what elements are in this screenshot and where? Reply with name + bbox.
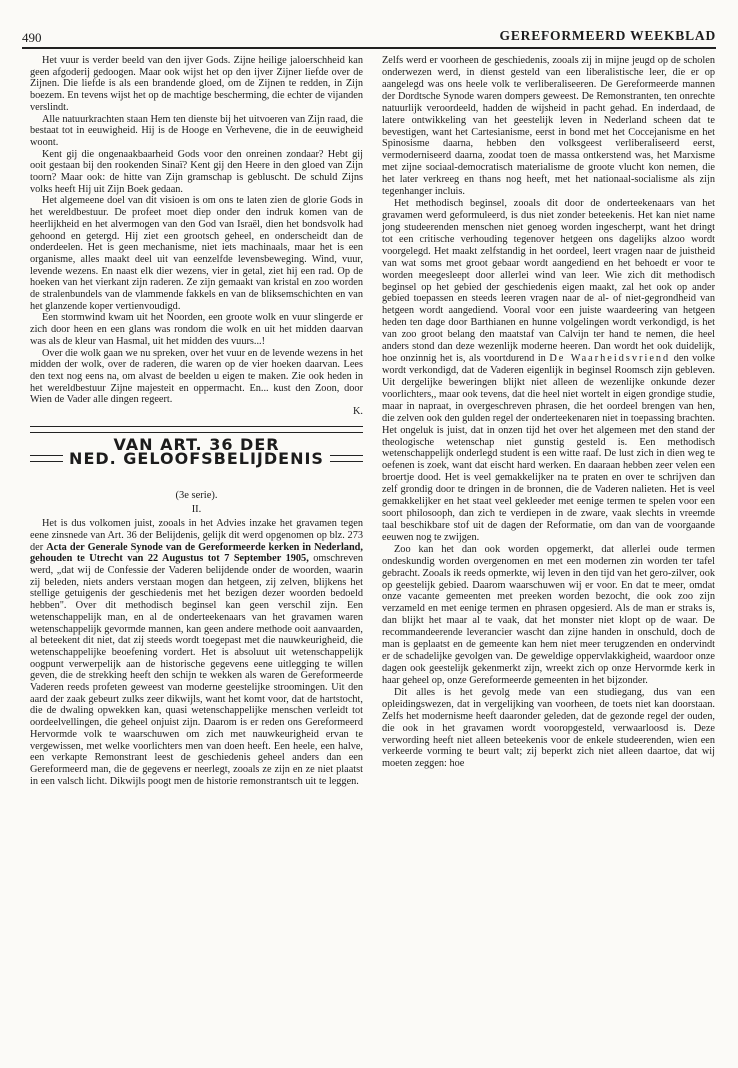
- right-column: [382, 55, 715, 770]
- text-run: omschreven werd, „dat wij de Confessie der Vaderen belijdende onder de woorden, waarin zij beleden, niets anders verstaan mogen dan hetgeen, zij zelven, blijkens het stellige getuigenis der geschiedenis met het bezigen dezer woorden bedoeld hebben". Over dit methodisch beginsel kan geen verschil zijn. Een wetenschappelijk man, en al de onderteekenaars van het gravamen waren wetenschappelijk gevormde mannen, kan geen andere methode ooit aanvaarden, al beteekent dit niet, dat zij steeds wordt toegepast met die nauwkeurigheid, die wetenschappelijke beoefening vordert. Het is absoluut uit wetenschappelijk oogpunt verwerpelijk aan de historische gegevens eene uitlegging te willen geven, die de strekking heeft den schijn te wekken als waren de Gereformeerde Vaderen reeds profeten geweest van moderne geestelijke stroomingen. Uit den aard der zaak gebeurt zulks zeer dikwijls, want het komt voor, dat de hartstocht, die de dwaling opwekken kan, quasi wetenschappelijke menschen verleidt tot oordeelvellingen, die geheel onjuist zijn. Daarom is er reden ons Gereformeerd Hervormde volk te waarschuwen om zich met nauwkeurigheid ervan te vergewissen, met welke voorlichters men van doen heeft. Een heele, een halve, een verkapte Remonstrant leest de geschiedenis geheel anders dan een Gereformeerd man, die de gegevens er neerlegt, zooals ze zijn en ze niet plaatst in een valsch licht. Dikwijls poogt men de historie remonstrantsch uit te leggen.: [30, 553, 363, 787]
- banner-right-rule: [330, 455, 363, 462]
- section-banner: [30, 426, 363, 484]
- text-run: Het is dus volkomen juist, zooals in het Advies inzake het gravamen tegen eene zinsnede van Art. 36 der Belijdenis, gelijk dit werd opgenomen op blz. 273 der: [30, 518, 363, 553]
- paragraph: Dit alles is het gevolg mede van een studiegang, dus van een opleidingswezen, dat in vergelijking van voorheen, de toets niet kan doorstaan. Zelfs het modernisme heeft daaronder geleden, dat de gezonde regel der ouden, die ook in het gravamen wordt vooropgesteld, verwaarloosd is. Deze verwording heeft niet alleen beteekenis voor de enkele studeerenden, wien een verkeerde vorming te beurt valt; zij beperkt zich niet alleen daartoe, dat wij moeten zeggen: hoe: [382, 686, 715, 770]
- author-signature: K.: [352, 406, 363, 418]
- section-title-line2: NED. GELOOFSBELIJDENIS: [69, 448, 324, 468]
- banner-left-rule: [30, 455, 63, 462]
- paragraph: Zelfs werd er voorheen de geschiedenis, zooals zij in mijne jeugd op de scholen onderwezen werd, in dienst gesteld van een liberalistische leer, die er op aangelegd was ons heele volk te verliberaliseeren. De Gereformeerde mannen der Dordtsche Synode waren dompers geweest. De Remonstranten, ten onrechte natuurlijk veroordeeld, hadden de wijsheid in pacht gehad. En inderdaad, de latere ontwikkeling van het geestelijk leven in Nederland scheen dat te bevestigen, want het Cartesianisme, eerst in bond met het Coccejanisme en het Spinosisme daarna, hebben den volksgeest verliberaliseerd eerst, vermoderniseerd daarna, zoodat toen de massa ontkerstend was, het Marxisme met zijne sociaal-democratisch materialisme de groote vlucht kon nemen, die het later verkreeg en thans nog heeft, met het nationaal-socialisme als zijn tegenhanger incluis.: [382, 55, 715, 198]
- article-paragraph: [30, 518, 363, 787]
- text-run: den volke wordt verkondigd, dat de Vaderen eigenlijk in beginsel Roomsch zijn gebleven. Uit dergelijke beweringen blijkt niet alleen de wezenlijke onkunde dezer voorlichters,, maar ook tevens, dat die heel niet wortelt in eigen grondige studie, maar in napraat, in overgeschreven phrasen, die het oordeel brengen van hen, die zelven ook den gulden regel der onderteekenaren niet in toepassing brachten. Het ongeluk is juist, dat in onzen tijd het over het algemeen met den stand der theologische wetenschap niet gunstig gesteld is. Een methodisch wetenschappelijk onderlegd student is een witte raaf. De lust zich in dien weg te oefenen is zoek, want dat eischt hard werken. En daaraan hebben zeer velen een broertje dood. Het is veel gemakkelijker na te praten en over te schrijven dan zelf grondig door te dringen in de bronnen, die de Vaderen nalieten. Het is veel gemakkelijker en het staat veel gekleeder met eenige termen te spelen voor een soort philosooph, dan zich te verdiepen in de zware, vaak slechts in vreemde taal beschikbare stof uit de dagen der Reformatie, om dan van de voorgaande eeuwen nog te zwijgen.: [382, 353, 716, 543]
- periodical-name: De Waarheidsvriend: [549, 353, 671, 365]
- text-run: Het methodisch beginsel, zooals dit door de onderteekenaars van het gravamen werd geformuleerd, is dus niet zonder beteekenis. Het kan niet name jong studeerenden menschen niet genoeg worden ingescherpt, want het dringt tot een critische verhouding tegenover hetgeen ons dagelijks alzoo wordt voorgelegd. Het maakt zelfstandig in het oordeel, leert vragen naar de juistheid van wat soms met groot gebaar wordt aangediend en het behoedt er voor te worden meegesleept door allerlei wind van leer. Wie zich dit methodisch beginsel op het gebied der geschiedenis eigen maakt, zal het ook op ander gebied toepassen en steeds leeren vragen naar de al- of niet-gegrondheid van hetgeen wordt aangediend. Vooral voor een juiste waardeering van hetgeen heden ten dage door Barthianen en hunne volgelingen wordt verkondigd, is het van zoo groot belang den maatstaf van Calvijn ter hand te nemen, die heel anders stond dan deze wezenlijk moderne heeren. Dan wordt het ook duidelijk, hoe onzinnig het is, als voortdurend in: [382, 198, 715, 365]
- paragraph: Alle natuurkrachten staan Hem ten dienste bij het uitvoeren van Zijn raad, die bestaat tot in eeuwigheid. Hij is de Hooge en Verhevene, die in de eeuwigheid woont.: [30, 113, 363, 148]
- header-rule: [22, 47, 716, 49]
- paragraph: Het algemeene doel van dit visioen is om ons te laten zien de glorie Gods in het wereldbestuur. De profeet moet diep onder den indruk komen van de heerlijkheid en het alvermogen van den God van Israël, dien het bondsvolk had gehoond en getergd. Hij ziet een grootsch geheel, en onderscheidt dan de onderdeelen. Het is geen mechanisme, niet iets machinaals, maar het is een organisme, alles maakt deel uit van eenzelfde levensbeweging. Wind, vuur, levende wezens. En naast elk dier wezens, vier in getal, ziet hij een rad. Op de hoeken van het vierkant zijn raderen. Ze zijn gemaakt van kristal en zoo worden de stralenbundels van de vlammende fakkels en van de bliksemschichten en van het glanzende koper vertienvoudigd.: [30, 195, 363, 312]
- acta-citation: Acta der Generale Synode van de Gereformeerde kerken in Nederland, gehouden te Utrecht van 22 Augustus tot 7 September 1905,: [30, 541, 363, 565]
- paragraph: [382, 198, 715, 544]
- paragraph: Het vuur is verder beeld van den ijver Gods. Zijne heilige jaloerschheid kan geen afgoderij gedoogen. Maar ook wijst het op den ijver Zijner liefde over de Zijnen. Die liefde is als een brandende gloed, om de Zijnen te redden, in Zijn boezem. En tevens wijst het op de machtige bescherming, die echter de vijanden verslindt.: [30, 55, 363, 113]
- paragraph: Zoo kan het dan ook worden opgemerkt, dat allerlei oude termen ondeskundig worden overgenomen en met een modernen zin worden ter tafel gebracht. Zooals ik reeds opmerkte, wij leven in den tijd van het gero-zilver, ook op geestelijk gebied. Daarom waarschuwen wij er voor. En dat te meer, omdat onze vacante gemeenten met preeken worden bezocht, die ook zoo zijn verzameld en met eenige termen en phrasen opgesierd. Als de man er straks is, dan blijkt het maar al te vaak, dat het monster niet klopt op de waar. De recommandeerende leverancier wascht dan zijne handen in onschuld, doch de man is geplaatst en de gemeente kan hem niet meer terugzenden en ondervindt er de schadelijke gevolgen van. De geweldige oppervlakkigheid, waardoor onze dagen ook geestelijk gekenmerkt zijn, wreekt zich op onze Hervormde kerk in haar geheel op, onze Gereformeerde gemeenten in het bijzonder.: [382, 543, 715, 686]
- paragraph: Een stormwind kwam uit het Noorden, een groote wolk en vuur slingerde er zich door heen en een glans was rondom die wolk en uit het midden daarvan was als de kleur van Hasmal, uit het midden des vuurs...!: [30, 312, 363, 347]
- paragraph: Kent gij die ongenaakbaarheid Gods voor den onreinen zondaar? Hebt gij ooit gestaan bij den rookenden Sinaï? Kent gij den Heere in den gloed van Zijn toorn? Maar ook: de hitte van Zijn gramschap is gebluscht. De schuld Zijns volks heeft Hij uit Zijn Boek gedaan.: [30, 148, 363, 195]
- section-title-line1: VAN ART. 36 DER: [113, 434, 280, 454]
- left-column: [30, 55, 363, 787]
- publication-title: GEREFORMEERD WEEKBLAD: [499, 28, 716, 43]
- page-number: 490: [22, 30, 42, 45]
- section-numeral: II.: [191, 503, 202, 515]
- paragraph: Over die wolk gaan we nu spreken, over het vuur en de levende wezens in het midden der wolk, over de raderen, die waren op de vier hoeken daarvan. Lees den text nog eens na, om alvast de beelden u eigen te maken. Zie ook heden in het wereldbestuur Zijne majesteit en oppermacht. En... kust den Zoon, door Wien de Vader alle dingen regeert.: [30, 347, 363, 406]
- series-label: (3e serie).: [175, 489, 218, 501]
- banner-top-rule: [30, 426, 363, 433]
